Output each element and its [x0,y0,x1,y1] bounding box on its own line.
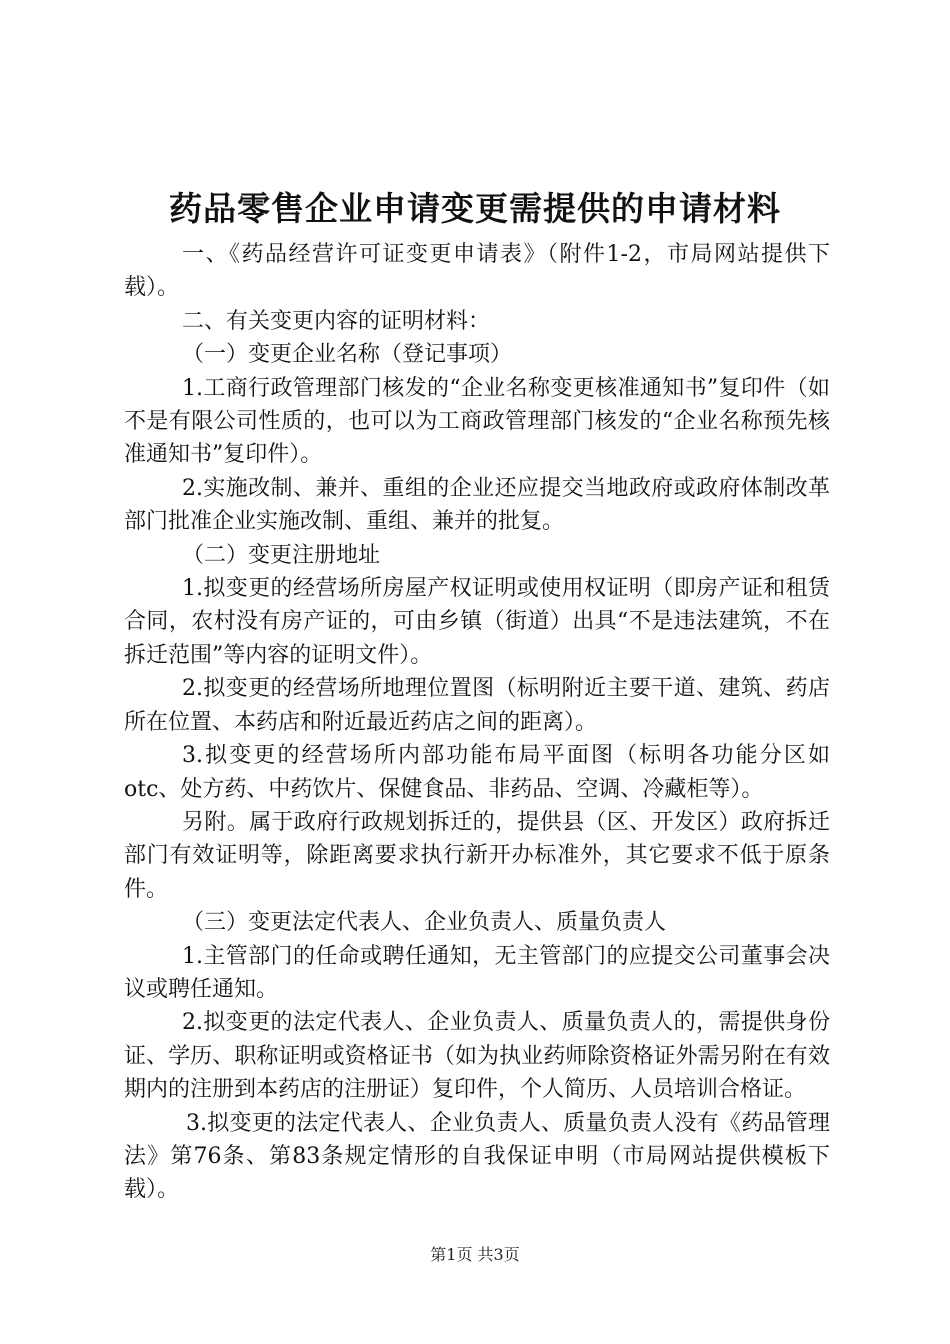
section-change-address: （二）变更注册地址 [182,542,381,568]
section-change-representatives: （三）变更法定代表人、企业负责人、质量负责人 [182,910,667,936]
paragraph-property-certificate: 1.拟变更的经营场所房屋产权证明或使用权证明（即房产证和租赁合同，农村没有房产证的，可由乡镇（街道）出具“不是违法建筑，不在拆迁范围”等内容的证明文件）。 [124,576,830,668]
document-title: 药品零售企业申请变更需提供的申请材料 [169,189,781,228]
paragraph-personal-documents: 2.拟变更的法定代表人、企业负责人、质量负责人的，需提供身份证、学历、职称证明或资格证书（如为执业药师除资格证外需另附在有效期内的注册到本药店的注册证）复印件，个人简历、人员培训合格证。 [124,1010,830,1103]
page-footer: 第1页 共3页 [430,1245,520,1264]
document-body [124,238,830,1207]
paragraph-additional-note: 另附。属于政府行政规划拆迁的，提供县（区、开发区）政府拆迁部门有效证明等，除距离要求执行新开办标准外，其它要求不低于原条件。 [124,809,830,902]
paragraph-appointment-notice: 1.主管部门的任命或聘任通知，无主管部门的应提交公司董事会决议或聘任通知。 [124,943,830,1002]
paragraph-application-form: 一、《药品经营许可证变更申请表》（附件1-2，市局网站提供下载）。 [124,242,830,301]
section-change-company-name: （一）变更企业名称（登记事项） [182,342,513,368]
paragraph-name-change-notice: 1.工商行政管理部门核发的“企业名称变更核准通知书”复印件（如不是有限公司性质的，也可以为工商政管理部门核发的“企业名称预先核准通知书”复印件）。 [124,375,830,468]
paragraph-proof-materials-heading: 二、有关变更内容的证明材料： [182,308,491,334]
paragraph-restructuring-approval: 2.实施改制、兼并、重组的企业还应提交当地政府或政府体制改革部门批准企业实施改制、重组、兼并的批复。 [124,475,830,535]
paragraph-floor-plan: 3.拟变更的经营场所内部功能布局平面图（标明各功能分区如otc、处方药、中药饮片、保健食品、非药品、空调、冷藏柜等）。 [124,743,830,802]
paragraph-location-map: 2.拟变更的经营场所地理位置图（标明附近主要干道、建筑、药店所在位置、本药店和附近最近药店之间的距离）。 [124,676,830,735]
paragraph-self-guarantee: 3.拟变更的法定代表人、企业负责人、质量负责人没有《药品管理法》第76条、第83条规定情形的自我保证申明（市局网站提供模板下载）。 [124,1110,830,1203]
